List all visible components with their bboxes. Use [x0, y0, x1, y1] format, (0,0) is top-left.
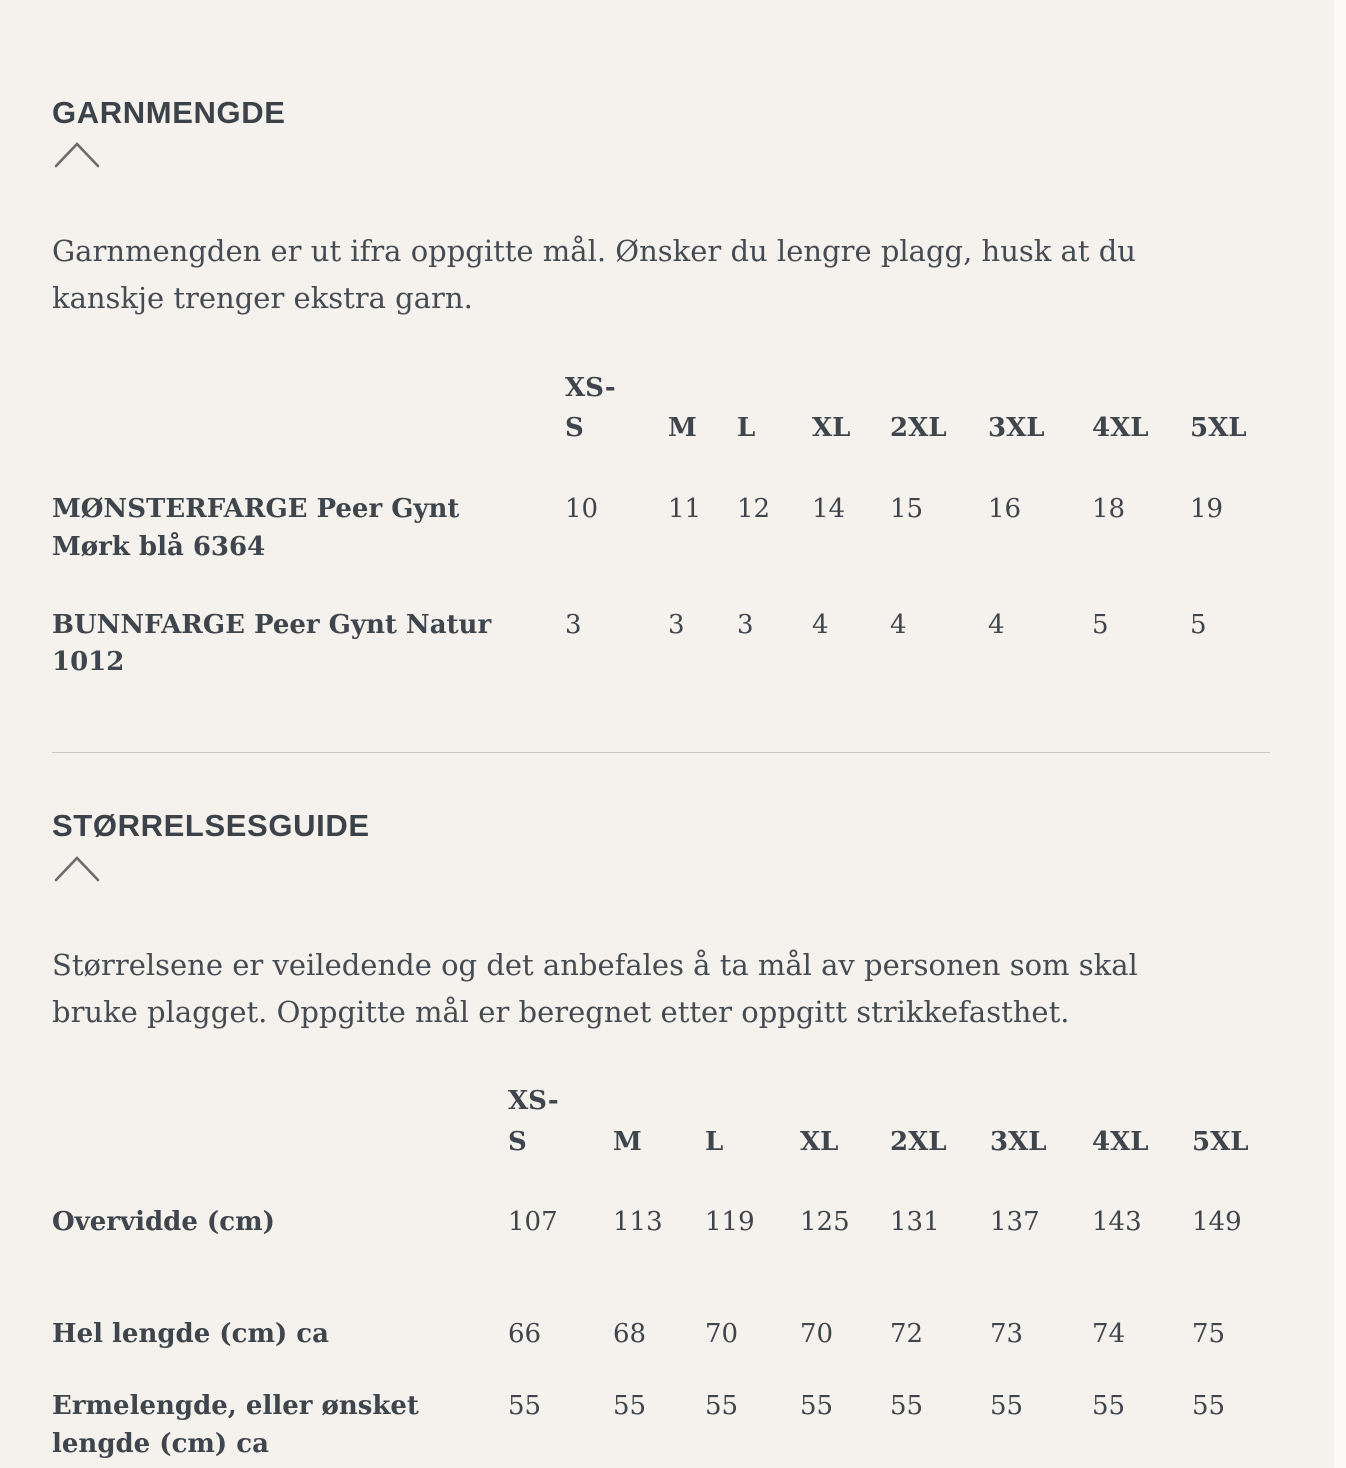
- value-cell: 55: [1092, 1390, 1126, 1421]
- value-cell: 68: [613, 1319, 647, 1350]
- value-cell: 74: [1092, 1319, 1126, 1350]
- row-label: MØNSTERFARGE Peer Gynt Mørk blå 6364: [52, 493, 460, 562]
- value-cell: 55: [1192, 1390, 1226, 1421]
- section-garnmengde: [52, 96, 1282, 682]
- row-label: Hel lengde (cm) ca: [52, 1319, 329, 1350]
- value-cell: 16: [988, 493, 1022, 524]
- storrelsesguide-description: Størrelsene er veiledende og det anbefales å ta mål av personen som skal bruke plagget. Oppgitte mål er beregnet etter oppgitt strikkefasthet.: [52, 947, 1138, 1029]
- value-cell: 149: [1192, 1207, 1242, 1238]
- value-cell: 3: [737, 609, 754, 640]
- size-column-header: XL: [800, 1126, 839, 1157]
- table-row-ermelengde: [52, 1388, 1270, 1464]
- size-column-header: L: [705, 1126, 724, 1157]
- value-cell: 55: [613, 1390, 647, 1421]
- value-cell: 73: [990, 1319, 1024, 1350]
- size-column-header: 3XL: [990, 1126, 1047, 1157]
- row-label: Ermelengde, eller ønsket lengde (cm) ca: [52, 1390, 419, 1459]
- chevron-up-icon[interactable]: [54, 854, 100, 882]
- value-cell: 55: [890, 1390, 924, 1421]
- accordion-header-garnmengde[interactable]: [52, 96, 1282, 168]
- table-row-bunnfarge: [52, 607, 1270, 683]
- value-cell: 66: [508, 1319, 542, 1350]
- value-cell: 18: [1092, 493, 1126, 524]
- value-cell: 137: [990, 1207, 1040, 1238]
- value-cell: 70: [705, 1319, 739, 1350]
- value-cell: 72: [890, 1319, 924, 1350]
- section-divider: [52, 752, 1270, 753]
- size-column-header: M: [668, 413, 697, 444]
- value-cell: 3: [668, 609, 685, 640]
- size-column-header: L: [737, 413, 756, 444]
- accordion-header-storrelsesguide[interactable]: [52, 809, 1282, 881]
- table-row-overvidde: [52, 1204, 1270, 1316]
- size-column-header: M: [613, 1126, 642, 1157]
- value-cell: 11: [668, 493, 702, 524]
- size-column-header: XS-S: [565, 373, 616, 444]
- value-cell: 4: [890, 609, 907, 640]
- value-cell: 5: [1190, 609, 1207, 640]
- value-cell: 131: [890, 1207, 940, 1238]
- size-column-header: 5XL: [1190, 413, 1247, 444]
- corner-cell: [52, 368, 565, 491]
- table-row-monsterfarge: [52, 491, 1270, 607]
- scrollbar-gutter: [1334, 0, 1346, 1468]
- size-header-row: [52, 1081, 1270, 1204]
- value-cell: 5: [1092, 609, 1109, 640]
- row-label: BUNNFARGE Peer Gynt Natur 1012: [52, 609, 492, 678]
- value-cell: 10: [565, 493, 599, 524]
- corner-cell: [52, 1081, 508, 1204]
- value-cell: 107: [508, 1207, 558, 1238]
- size-column-header: 5XL: [1192, 1126, 1249, 1157]
- value-cell: 12: [737, 493, 771, 524]
- value-cell: 75: [1192, 1319, 1226, 1350]
- size-column-header: XS-S: [508, 1086, 559, 1157]
- value-cell: 70: [800, 1319, 834, 1350]
- value-cell: 143: [1092, 1207, 1142, 1238]
- value-cell: 113: [613, 1207, 663, 1238]
- value-cell: 55: [800, 1390, 834, 1421]
- value-cell: 4: [812, 609, 829, 640]
- value-cell: 55: [990, 1390, 1024, 1421]
- garnmengde-table: [52, 368, 1270, 682]
- row-label: Overvidde (cm): [52, 1207, 275, 1238]
- value-cell: 19: [1190, 493, 1224, 524]
- garnmengde-description: Garnmengden er ut ifra oppgitte mål. Ønsker du lengre plagg, husk at du kanskje trenger ekstra garn.: [52, 234, 1136, 316]
- value-cell: 4: [988, 609, 1005, 640]
- value-cell: 125: [800, 1207, 850, 1238]
- chevron-up-icon[interactable]: [54, 140, 100, 168]
- size-column-header: 4XL: [1092, 1126, 1149, 1157]
- size-column-header: 2XL: [890, 1126, 947, 1157]
- section-storrelsesguide: [52, 809, 1282, 1463]
- size-column-header: XL: [812, 413, 851, 444]
- table-row-hel-lengde: [52, 1316, 1270, 1388]
- value-cell: 14: [812, 493, 846, 524]
- value-cell: 15: [890, 493, 924, 524]
- section-title-garnmengde[interactable]: GARNMENGDE: [52, 95, 286, 130]
- size-header-row: [52, 368, 1270, 491]
- value-cell: 119: [705, 1207, 755, 1238]
- value-cell: 3: [565, 609, 582, 640]
- section-title-storrelsesguide[interactable]: STØRRELSESGUIDE: [52, 808, 370, 844]
- size-column-header: 4XL: [1092, 413, 1149, 444]
- value-cell: 55: [508, 1390, 542, 1421]
- size-column-header: 2XL: [890, 413, 947, 444]
- value-cell: 55: [705, 1390, 739, 1421]
- size-column-header: 3XL: [988, 413, 1045, 444]
- size-guide-table: [52, 1081, 1270, 1463]
